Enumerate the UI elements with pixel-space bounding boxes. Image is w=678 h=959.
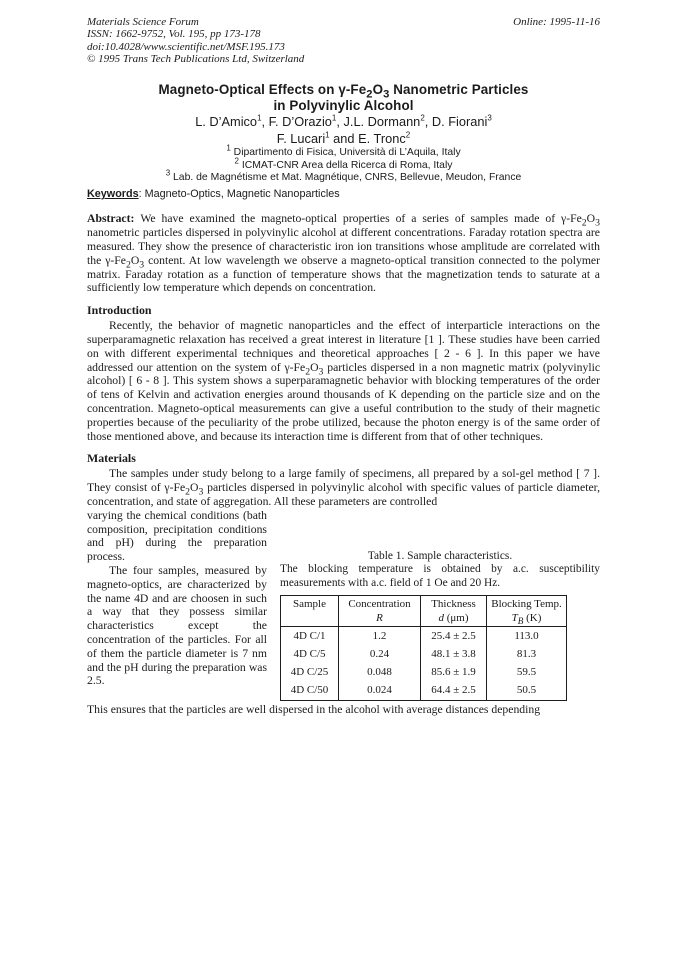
keywords-line: Keywords: Magneto-Optics, Magnetic Nanoparticles (87, 188, 340, 201)
authors-line1: L. D’Amico$^1$, F. D’Orazio$^1$, J.L. Dormann$^2$, D. Fiorani$^3$ (195, 113, 492, 130)
table-caption-title: Table 1. Sample characteristics. (367, 549, 513, 562)
issn-volume-line: ISSN: 1662-9752, Vol. 195, pp 173-178 (87, 28, 261, 41)
table-cell: 59.5 (487, 664, 567, 682)
table-caption-note: The blocking temperature is obtained by a.c. susceptibility measurements with a.c. field of 1 Oe and 20 Hz. (280, 562, 600, 589)
table-row (281, 627, 567, 646)
table-cell: 4D C/25 (281, 664, 339, 682)
abstract-paragraph: Abstract: We have examined the magneto-optical properties of a series of samples made of $\gamma-Fe_2O_3$ nanometric particles dispersed in polyvinylic alcohol at different concentrations. Faraday rotation spectra are measured. They show the presence of characteristic iron ion transitions whose amplitude are correlated with the $\gamma-Fe_2O_3$ content. At low wavelength we observe a magneto-optical transition connected to the polymer matrix. Faraday rotation as a function of temperature shows that the magnetization tends to saturate at a sufficiently low temperature which depends on concentration. (87, 212, 600, 295)
table-cell: 4D C/1 (281, 627, 339, 646)
authors-line2: F. Lucari$^1$ and E. Tronc$^2$ (276, 130, 411, 146)
table-cell: 48.1 ± 3.8 (421, 646, 487, 664)
affiliation-3: $^3$ Lab. de Magnétisme et Mat. Magnétique, CNRS, Bellevue, Meudon, France (165, 168, 522, 184)
materials-paragraph-1-continued: varying the chemical conditions (bath composition, precipitation conditions and pH) during the preparation process. (87, 508, 267, 564)
table-cell: 50.5 (487, 682, 567, 701)
table-cell: 4D C/50 (281, 682, 339, 701)
online-date: Online: 1995-11-16 (513, 16, 600, 28)
materials-left-column (87, 509, 267, 688)
table-header-row (281, 596, 567, 627)
materials-paragraph-2: The four samples, measured by magneto-optics, are characterized by the name 4D and are choosen in such a way that they possess similar characteristics except the concentration of the particles. For all of them the particle diameter is 7 nm and the pH during the preparation was 2.5. (87, 563, 267, 688)
table-header-concentration: Concentration R (339, 596, 421, 627)
table-cell: 113.0 (487, 627, 567, 646)
publication-info (87, 16, 304, 66)
introduction-paragraph: Recently, the behavior of magnetic nanoparticles and the effect of interparticle interactions on the superparamagnetic relaxation has received a great interest in literature [1 ]. These studies have been carried on with different experimental techniques and theoretical approaches [ 2 - 6 ]. In this paper we have addressed our attention on the system of $\gamma-Fe_2O_3$ particles dispersed in a non magnetic matrix (polyvinylic alcohol) [ 6 - 8 ]. This system shows a superparamagnetic behavior with blocking temperatures of the order of tens of Kelvin and activation energies around thousands of K depending on the particle size and on the concentration. Magneto-optical measurements can give a useful contribution to the study of their magnetic properties because of the peculiarity of the probe utilized, because the photon energy is of the same order of those mentioned above, and because its interaction time is different from that of other techniques. (87, 319, 601, 443)
copyright-line: © 1995 Trans Tech Publications Ltd, Switzerland (87, 53, 305, 66)
doi-line: doi:10.4028/www.scientific.net/MSF.195.173 (87, 40, 285, 53)
journal-name: Materials Science Forum (87, 16, 199, 28)
table-cell: 0.024 (339, 682, 421, 701)
table-cell: 1.2 (339, 627, 421, 646)
materials-two-column-region (87, 509, 600, 701)
title-block (87, 82, 600, 185)
table-header-blocking-temp: Blocking Temp. $T_B$ (K) (487, 596, 567, 627)
table-cell: 64.4 ± 2.5 (421, 682, 487, 701)
affiliation-1: $^1$ Dipartimento di Fisica, Università di L’Aquila, Italy (226, 143, 461, 159)
paper-title-line1: Magneto-Optical Effects on $\gamma-Fe_2O_3$ Nanometric Particles (158, 81, 529, 101)
table-cell: 0.24 (339, 646, 421, 664)
table-header-thickness: Thickness d (μm) (421, 596, 487, 627)
section-heading-materials: Materials (87, 451, 136, 466)
table-cell: 85.6 ± 1.9 (421, 664, 487, 682)
table-block (267, 509, 600, 701)
table-row (281, 682, 567, 701)
table-cell: 81.3 (487, 646, 567, 664)
materials-closing-line: This ensures that the particles are well dispersed in the alcohol with average distances depending (87, 703, 541, 717)
table-cell: 4D C/5 (281, 646, 339, 664)
table-cell: 0.048 (339, 664, 421, 682)
paper-title-line2: in Polyvinylic Alcohol (273, 97, 414, 113)
table-header-sample: Sample (281, 596, 339, 627)
section-heading-introduction: Introduction (87, 303, 152, 318)
page-header (87, 16, 600, 66)
affiliation-2: $^2$ ICMAT-CNR Area della Ricerca di Roma, Italy (234, 156, 453, 171)
table-row (281, 646, 567, 664)
table-cell: 25.4 ± 2.5 (421, 627, 487, 646)
sample-characteristics-table (280, 595, 567, 701)
table-row (281, 664, 567, 682)
materials-paragraph-1: The samples under study belong to a large family of specimens, all prepared by a sol-gel method [ 7 ]. They consist of $\gamma-Fe_2O_3$ particles dispersed in polyvinylic alcohol with specific values of particle diameter, concentration, and state of aggregation. All these parameters are controlled (87, 467, 600, 508)
